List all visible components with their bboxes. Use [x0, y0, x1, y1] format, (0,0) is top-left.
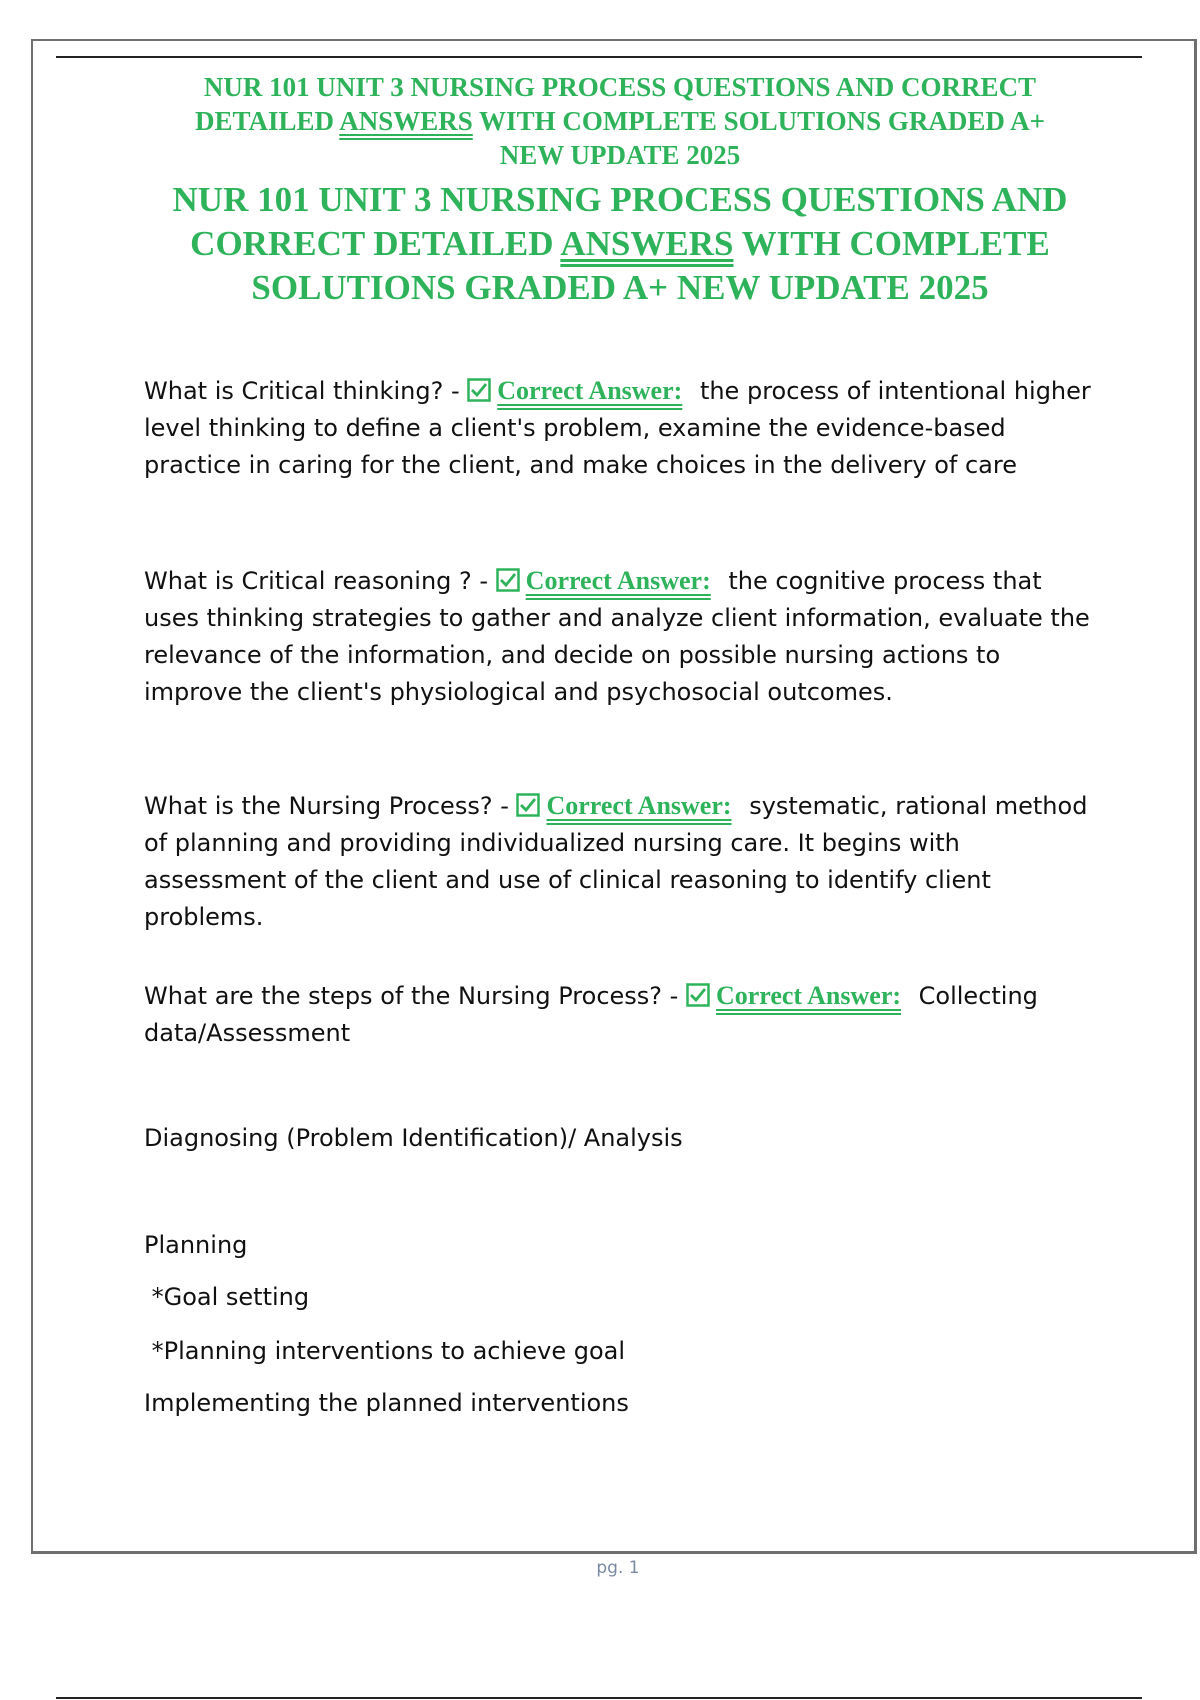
correct-answer-label: Correct Answer: — [715, 981, 902, 1010]
correct-answer-label: Correct Answer: — [546, 791, 732, 820]
qa-item-4 — [144, 977, 1094, 1052]
bottom-rule — [56, 1697, 1142, 1699]
step-goal-setting: *Goal setting — [144, 1283, 310, 1311]
checkbox-checked-icon — [467, 378, 491, 402]
title-small-line-1: NUR 101 UNIT 3 NURSING PROCESS QUESTIONS AND CORRECT — [203, 72, 1037, 102]
title-big-line-3: SOLUTIONS GRADED A+ NEW UPDATE 2025 — [251, 268, 989, 307]
step-planning-interventions: *Planning interventions to achieve goal — [144, 1337, 626, 1365]
document-title-small — [80, 70, 1160, 172]
title-big-answers-word: ANSWERS — [560, 224, 734, 263]
title-small-line-2: DETAILED ANSWERS WITH COMPLETE SOLUTIONS GRADED A+ — [194, 106, 1046, 136]
correct-answer-label: Correct Answer: — [525, 566, 711, 595]
qa-item-3 — [144, 787, 1094, 936]
title-small-answers-word: ANSWERS — [339, 106, 473, 136]
checkbox-checked-icon — [496, 568, 520, 592]
correct-answer-label: Correct Answer: — [497, 376, 683, 405]
question-text: What is Critical thinking? - — [144, 377, 468, 405]
answer-text: the cognitive process that uses thinking strategies to gather and analyze client information, evaluate the relevance of the information, and decide on possible nursing actions to improve the client's physiological and psychosocial outcomes. — [144, 567, 1090, 706]
page-number: pg. 1 — [596, 1558, 640, 1578]
title-big-line-2: CORRECT DETAILED ANSWERS WITH COMPLETE — [190, 224, 1050, 263]
document-title-large — [80, 178, 1160, 310]
checkbox-checked-icon — [516, 793, 540, 817]
top-rule — [56, 56, 1142, 58]
question-text: What is the Nursing Process? - — [144, 792, 517, 820]
title-big-line-1: NUR 101 UNIT 3 NURSING PROCESS QUESTIONS AND — [172, 180, 1068, 219]
step-implementing: Implementing the planned interventions — [144, 1389, 629, 1417]
step-planning: Planning — [144, 1231, 248, 1259]
qa-item-2 — [144, 562, 1094, 711]
title-small-line-3: NEW UPDATE 2025 — [499, 140, 741, 170]
question-text: What are the steps of the Nursing Process? - — [144, 982, 686, 1010]
checkbox-checked-icon — [686, 983, 710, 1007]
answer-text: Collecting data/Assessment — [144, 982, 1038, 1047]
step-diagnosing: Diagnosing (Problem Identification)/ Analysis — [144, 1124, 683, 1152]
qa-item-1 — [144, 372, 1094, 484]
answer-text: the process of intentional higher level thinking to define a client's problem, examine the evidence-based practice in caring for the client, and make choices in the delivery of care — [144, 377, 1091, 479]
answer-text: systematic, rational method of planning and providing individualized nursing care. It begins with assessment of the client and use of clinical reasoning to identify client problems. — [144, 792, 1088, 931]
question-text: What is Critical reasoning ? - — [144, 567, 496, 595]
